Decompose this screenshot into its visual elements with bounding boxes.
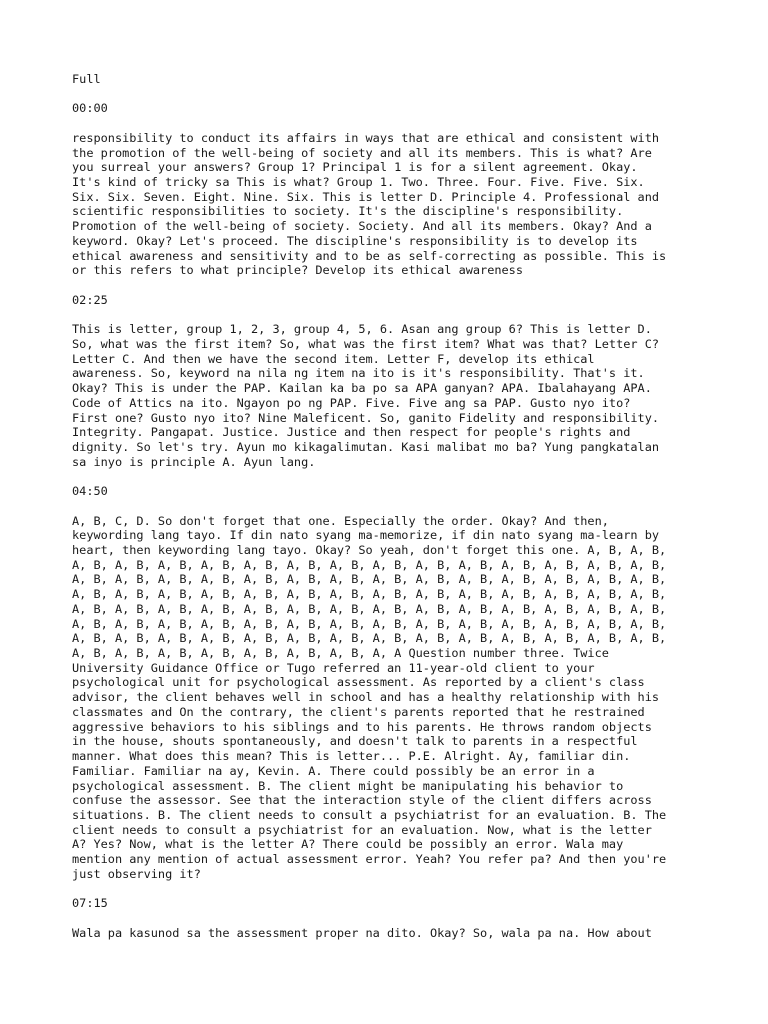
transcript-line: A, B, A, B, A, B, A, B, A, B, A, B, A, B, A, A Question number three. Twice <box>72 646 609 661</box>
transcript-line: the promotion of the well-being of society and all its members. This is what? Are <box>72 145 652 160</box>
transcript-line: psychological unit for psychological assessment. As reported by a client's class <box>72 675 645 690</box>
transcript-paragraph <box>72 322 708 469</box>
transcript-line: A, B, C, D. So don't forget that one. Especially the order. Okay? And then, <box>72 513 609 528</box>
transcript-line: This is letter, group 1, 2, 3, group 4, 5, 6. Asan ang group 6? This is letter D. <box>72 322 652 337</box>
transcript-line: Six. Six. Seven. Eight. Nine. Six. This is letter D. Principle 4. Professional and <box>72 189 660 204</box>
transcript-line: A, B, A, B, A, B, A, B, A, B, A, B, A, B, A, B, A, B, A, B, A, B, A, B, A, B, A, B, <box>72 601 667 616</box>
timestamp: 00:00 <box>72 101 108 116</box>
transcript-line: keyword. Okay? Let's proceed. The discipline's responsibility is to develop its <box>72 233 638 248</box>
transcript-line: A, B, A, B, A, B, A, B, A, B, A, B, A, B, A, B, A, B, A, B, A, B, A, B, A, B, A, B, <box>72 557 667 572</box>
transcript-line: sa inyo is principle A. Ayun lang. <box>72 454 316 469</box>
transcript-paragraph <box>72 514 708 882</box>
transcript-line: Promotion of the well-being of society. Society. And all its members. Okay? And a <box>72 219 652 234</box>
transcript-line: psychological assessment. B. The client might be manipulating his behavior to <box>72 778 624 793</box>
transcript-line: Letter C. And then we have the second item. Letter F, develop its ethical <box>72 351 595 366</box>
transcript-line: or this refers to what principle? Develop its ethical awareness <box>72 263 524 278</box>
transcript-paragraph <box>72 131 708 278</box>
timestamp: 02:25 <box>72 292 108 307</box>
transcript-line: University Guidance Office or Tugo referred an 11-year-old client to your <box>72 660 595 675</box>
transcript-line: It's kind of tricky sa This is what? Group 1. Two. Three. Four. Five. Five. Six. <box>72 175 645 190</box>
timestamp: 07:15 <box>72 896 108 911</box>
transcript-line: advisor, the client behaves well in school and has a healthy relationship with his <box>72 690 660 705</box>
transcript-line: aggressive behaviors to his siblings and to his parents. He throws random objects <box>72 719 652 734</box>
transcript-line: keywording lang tayo. If din nato syang ma-memorize, if din nato syang ma-learn by <box>72 528 660 543</box>
transcript-line: confuse the assessor. See that the interaction style of the client differs across <box>72 793 652 808</box>
transcript-line: So, what was the first item? So, what was the first item? What was that? Letter C? <box>72 336 660 351</box>
transcript-line: in the house, shouts spontaneously, and doesn't talk to parents in a respectful <box>72 734 638 749</box>
transcript-line: just observing it? <box>72 866 201 881</box>
timestamp: 04:50 <box>72 484 108 499</box>
transcript-line: manner. What does this mean? This is letter... P.E. Alright. Ay, familiar din. <box>72 749 631 764</box>
transcript-line: Okay? This is under the PAP. Kailan ka ba po sa APA ganyan? APA. Ibalahayang APA. <box>72 381 652 396</box>
transcript-line: classmates and On the contrary, the client's parents reported that he restrained <box>72 704 645 719</box>
transcript-line: A, B, A, B, A, B, A, B, A, B, A, B, A, B, A, B, A, B, A, B, A, B, A, B, A, B, A, B, <box>72 572 667 587</box>
transcript-sections <box>72 101 708 955</box>
transcript-line: you surreal your answers? Group 1? Principal 1 is for a silent agreement. Okay. <box>72 160 638 175</box>
transcript-line: A? Yes? Now, what is the letter A? There could be possibly an error. Wala may <box>72 837 624 852</box>
transcript-header: Full <box>72 72 101 86</box>
transcript-paragraph <box>72 926 708 941</box>
transcript-line: dignity. So let's try. Ayun mo kikagalimutan. Kasi malibat mo ba? Yung pangkatalan <box>72 439 660 454</box>
transcript-line: scientific responsibilities to society. It's the discipline's responsibility. <box>72 204 624 219</box>
transcript-line: situations. B. The client needs to consult a psychiatrist for an evaluation. B. The <box>72 807 667 822</box>
transcript-line: First one? Gusto nyo ito? Nine Maleficent. So, ganito Fidelity and responsibility. <box>72 410 660 425</box>
transcript-line: Code of Attics na ito. Ngayon po ng PAP. Five. Five ang sa PAP. Gusto nyo ito? <box>72 395 631 410</box>
transcript-line: Wala pa kasunod sa the assessment proper na dito. Okay? So, wala pa na. How about <box>72 925 652 940</box>
transcript-line: Integrity. Pangapat. Justice. Justice and then respect for people's rights and <box>72 425 631 440</box>
transcript-line: A, B, A, B, A, B, A, B, A, B, A, B, A, B, A, B, A, B, A, B, A, B, A, B, A, B, A, B, <box>72 631 667 646</box>
transcript-line: A, B, A, B, A, B, A, B, A, B, A, B, A, B, A, B, A, B, A, B, A, B, A, B, A, B, A, B, <box>72 616 667 631</box>
transcript-line: client needs to consult a psychiatrist for an evaluation. Now, what is the letter <box>72 822 652 837</box>
transcript-line: heart, then keywording lang tayo. Okay? So yeah, don't forget this one. A, B, A, B, <box>72 543 667 557</box>
transcript-line: awareness. So, keyword na nila ng item na ito is it's responsibility. That's it. <box>72 366 645 381</box>
transcript-line: mention any mention of actual assessment error. Yeah? You refer pa? And then you're <box>72 852 667 867</box>
transcript-line: responsibility to conduct its affairs in ways that are ethical and consistent with <box>72 130 660 145</box>
transcript-line: Familiar. Familiar na ay, Kevin. A. There could possibly be an error in a <box>72 763 595 778</box>
transcript-line: A, B, A, B, A, B, A, B, A, B, A, B, A, B, A, B, A, B, A, B, A, B, A, B, A, B, A, B, <box>72 587 667 602</box>
transcript-line: ethical awareness and sensitivity and to be as self-correcting as possible. This is <box>72 248 667 263</box>
